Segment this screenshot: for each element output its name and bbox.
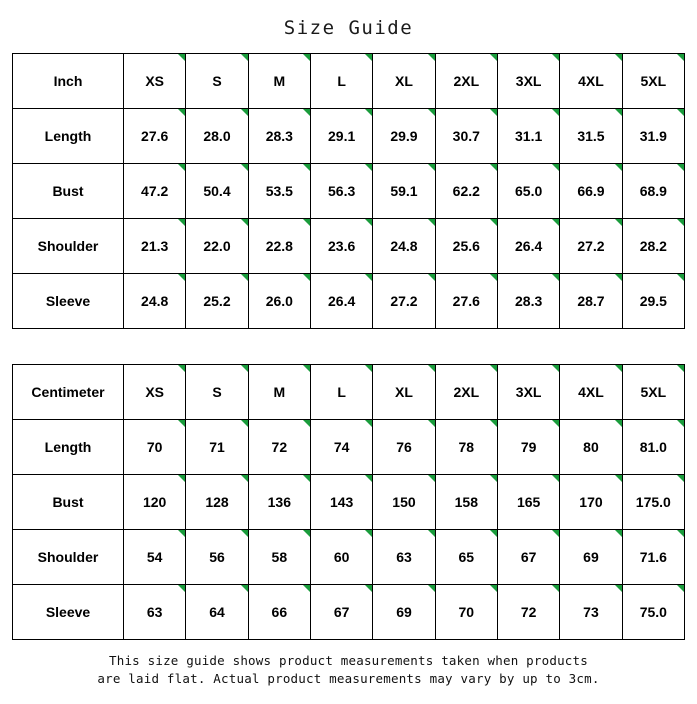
- cell-sleeve-xs: 63: [124, 585, 186, 640]
- cell-shoulder-xl: 24.8: [373, 219, 435, 274]
- cell-bust-xs: 120: [124, 475, 186, 530]
- cell-length-2xl: 30.7: [435, 109, 497, 164]
- cell-sleeve-5xl: 29.5: [622, 274, 684, 329]
- cell-sleeve-5xl: 75.0: [622, 585, 684, 640]
- size-header-xs: XS: [124, 365, 186, 420]
- cell-shoulder-m: 58: [248, 530, 310, 585]
- cell-bust-xl: 59.1: [373, 164, 435, 219]
- cell-length-2xl: 78: [435, 420, 497, 475]
- cell-shoulder-4xl: 69: [560, 530, 622, 585]
- cell-sleeve-l: 26.4: [310, 274, 372, 329]
- cell-sleeve-2xl: 70: [435, 585, 497, 640]
- size-header-s: S: [186, 365, 248, 420]
- cell-bust-4xl: 66.9: [560, 164, 622, 219]
- cell-sleeve-2xl: 27.6: [435, 274, 497, 329]
- unit-header-inch: Inch: [13, 54, 124, 109]
- cell-shoulder-3xl: 67: [497, 530, 559, 585]
- cell-sleeve-s: 25.2: [186, 274, 248, 329]
- table-header-row: [13, 365, 685, 420]
- size-header-4xl: 4XL: [560, 54, 622, 109]
- cell-shoulder-xs: 54: [124, 530, 186, 585]
- cell-length-m: 72: [248, 420, 310, 475]
- cell-shoulder-5xl: 71.6: [622, 530, 684, 585]
- cell-sleeve-xl: 69: [373, 585, 435, 640]
- row-label-shoulder: Shoulder: [13, 219, 124, 274]
- unit-header-centimeter: Centimeter: [13, 365, 124, 420]
- cell-shoulder-l: 23.6: [310, 219, 372, 274]
- size-table-centimeter: [12, 364, 685, 640]
- size-header-m: M: [248, 54, 310, 109]
- size-header-l: L: [310, 54, 372, 109]
- cell-length-4xl: 80: [560, 420, 622, 475]
- table-row: [13, 420, 685, 475]
- cell-shoulder-4xl: 27.2: [560, 219, 622, 274]
- table-header-row: [13, 54, 685, 109]
- cell-bust-xs: 47.2: [124, 164, 186, 219]
- size-header-2xl: 2XL: [435, 54, 497, 109]
- cell-length-l: 29.1: [310, 109, 372, 164]
- cell-length-xs: 70: [124, 420, 186, 475]
- cell-shoulder-s: 56: [186, 530, 248, 585]
- cell-bust-xl: 150: [373, 475, 435, 530]
- cell-length-s: 28.0: [186, 109, 248, 164]
- cell-sleeve-xs: 24.8: [124, 274, 186, 329]
- cell-length-xs: 27.6: [124, 109, 186, 164]
- cell-bust-m: 53.5: [248, 164, 310, 219]
- size-table-inch: [12, 53, 685, 329]
- size-header-5xl: 5XL: [622, 365, 684, 420]
- size-guide-footnote: [0, 640, 697, 688]
- cell-bust-2xl: 158: [435, 475, 497, 530]
- row-label-length: Length: [13, 420, 124, 475]
- cell-bust-3xl: 165: [497, 475, 559, 530]
- cell-length-xl: 76: [373, 420, 435, 475]
- cell-bust-4xl: 170: [560, 475, 622, 530]
- cell-length-4xl: 31.5: [560, 109, 622, 164]
- row-label-shoulder: Shoulder: [13, 530, 124, 585]
- size-header-5xl: 5XL: [622, 54, 684, 109]
- cell-bust-2xl: 62.2: [435, 164, 497, 219]
- row-label-sleeve: Sleeve: [13, 274, 124, 329]
- cell-bust-3xl: 65.0: [497, 164, 559, 219]
- table-row: [13, 219, 685, 274]
- size-header-3xl: 3XL: [497, 365, 559, 420]
- cell-bust-s: 50.4: [186, 164, 248, 219]
- footnote-line-1: This size guide shows product measurements taken when products: [109, 653, 588, 668]
- cell-bust-l: 56.3: [310, 164, 372, 219]
- cell-bust-m: 136: [248, 475, 310, 530]
- size-header-xs: XS: [124, 54, 186, 109]
- cell-sleeve-xl: 27.2: [373, 274, 435, 329]
- cell-shoulder-xl: 63: [373, 530, 435, 585]
- page-title: Size Guide: [283, 17, 414, 39]
- cell-shoulder-5xl: 28.2: [622, 219, 684, 274]
- cell-length-5xl: 81.0: [622, 420, 684, 475]
- cell-shoulder-s: 22.0: [186, 219, 248, 274]
- size-header-4xl: 4XL: [560, 365, 622, 420]
- size-header-s: S: [186, 54, 248, 109]
- size-header-m: M: [248, 365, 310, 420]
- cell-shoulder-l: 60: [310, 530, 372, 585]
- cell-length-3xl: 79: [497, 420, 559, 475]
- table-row: [13, 164, 685, 219]
- cell-shoulder-xs: 21.3: [124, 219, 186, 274]
- cell-bust-l: 143: [310, 475, 372, 530]
- table-row: [13, 109, 685, 164]
- cell-bust-s: 128: [186, 475, 248, 530]
- table-row: [13, 585, 685, 640]
- table-row: [13, 274, 685, 329]
- size-table-centimeter-body: [13, 365, 685, 640]
- row-label-bust: Bust: [13, 475, 124, 530]
- cell-shoulder-3xl: 26.4: [497, 219, 559, 274]
- cell-sleeve-4xl: 28.7: [560, 274, 622, 329]
- cell-length-s: 71: [186, 420, 248, 475]
- cell-length-m: 28.3: [248, 109, 310, 164]
- size-header-3xl: 3XL: [497, 54, 559, 109]
- cell-length-l: 74: [310, 420, 372, 475]
- cell-sleeve-l: 67: [310, 585, 372, 640]
- cell-length-3xl: 31.1: [497, 109, 559, 164]
- cell-sleeve-m: 26.0: [248, 274, 310, 329]
- cell-sleeve-s: 64: [186, 585, 248, 640]
- size-header-2xl: 2XL: [435, 365, 497, 420]
- cell-sleeve-3xl: 72: [497, 585, 559, 640]
- cell-sleeve-m: 66: [248, 585, 310, 640]
- cell-sleeve-3xl: 28.3: [497, 274, 559, 329]
- cell-shoulder-m: 22.8: [248, 219, 310, 274]
- size-header-xl: XL: [373, 54, 435, 109]
- cell-bust-5xl: 68.9: [622, 164, 684, 219]
- cell-bust-5xl: 175.0: [622, 475, 684, 530]
- size-table-inch-body: [13, 54, 685, 329]
- table-row: [13, 530, 685, 585]
- size-header-l: L: [310, 365, 372, 420]
- footnote-line-2: are laid flat. Actual product measurements may vary by up to 3cm.: [97, 671, 600, 686]
- size-header-xl: XL: [373, 365, 435, 420]
- table-row: [13, 475, 685, 530]
- table-spacer: [0, 329, 697, 364]
- row-label-length: Length: [13, 109, 124, 164]
- cell-shoulder-2xl: 25.6: [435, 219, 497, 274]
- cell-sleeve-4xl: 73: [560, 585, 622, 640]
- cell-length-5xl: 31.9: [622, 109, 684, 164]
- row-label-sleeve: Sleeve: [13, 585, 124, 640]
- cell-shoulder-2xl: 65: [435, 530, 497, 585]
- row-label-bust: Bust: [13, 164, 124, 219]
- cell-length-xl: 29.9: [373, 109, 435, 164]
